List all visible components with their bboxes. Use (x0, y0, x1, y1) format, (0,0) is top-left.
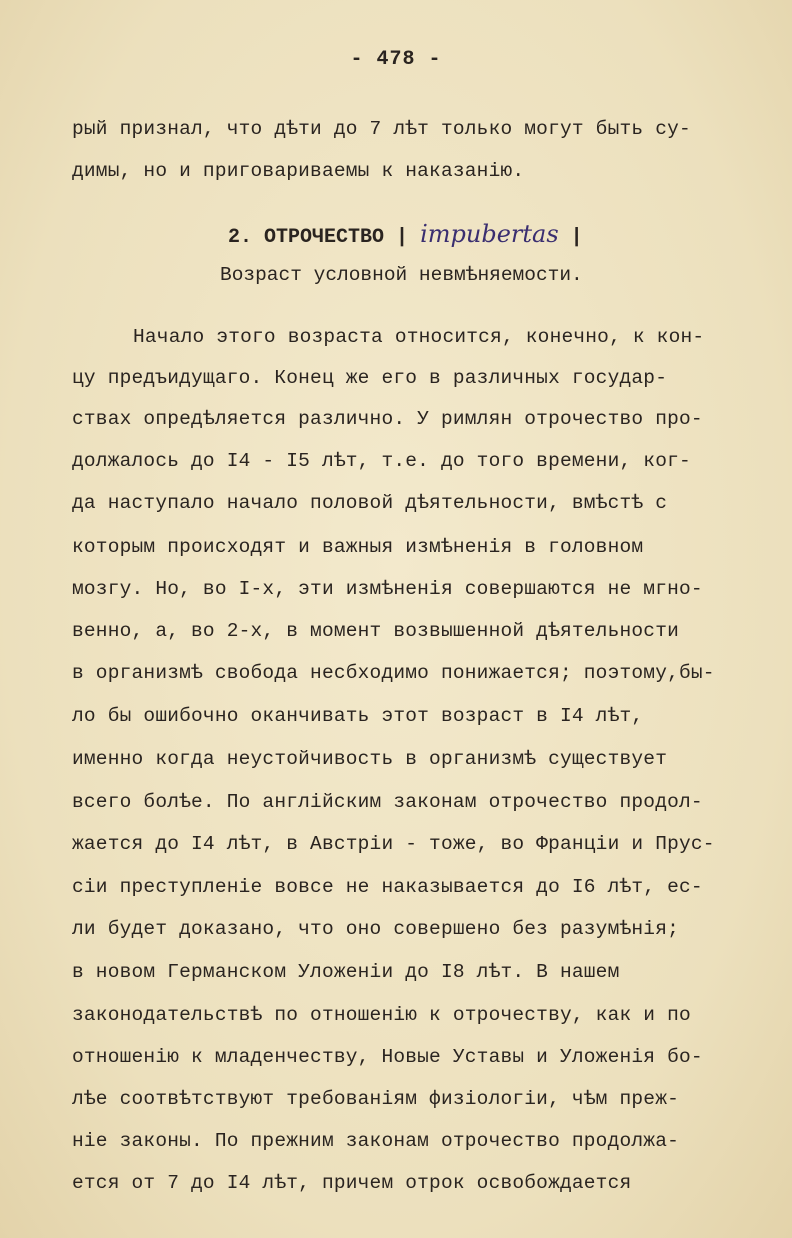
text-line: сіи преступленіе вовсе не наказывается до I6 лѣт, ес- (72, 876, 703, 898)
text-line: которым происходят и важныя измѣненія в головном (72, 536, 644, 558)
text-line: да наступало начало половой дѣятельности, вмѣстѣ с (72, 492, 668, 514)
text-line: законодательствѣ по отношенію к отрочеству, как и по (72, 1004, 691, 1026)
section-number: 2. (228, 226, 253, 249)
page-number: - 478 - (350, 48, 442, 71)
text-line: ли будет доказано, что оно совершено без разумѣнія; (72, 918, 679, 940)
text-line: всего болѣе. По англійским законам отрочество продол- (72, 791, 703, 813)
text-line: цу предъидущаго. Конец же его в различных государ- (72, 367, 668, 389)
text-line: должалось до I4 - I5 лѣт, т.е. до того времени, ког- (72, 450, 691, 472)
text-line: мозгу. Но, во I-х, эти измѣненія совершаются не мгно- (72, 578, 703, 600)
text-line: отношенію к младенчеству, Новые Уставы и Уложенія бо- (72, 1046, 703, 1068)
section-subtitle: Возраст условной невмѣняемости. (220, 264, 583, 286)
text-line: димы, но и приговариваемы к наказанію. (72, 160, 525, 182)
text-line: жается до I4 лѣт, в Австріи - тоже, во Франціи и Прус- (72, 833, 715, 855)
section-title-end: | (570, 226, 583, 249)
text-line: ется от 7 до I4 лѣт, причем отрок освобождается (72, 1172, 632, 1194)
handwritten-annotation: impubertas (420, 220, 559, 248)
text-line: венно, а, во 2-х, в момент возвышенной дѣятельности (72, 620, 679, 642)
text-line: лѣе соотвѣтствуют требованіям физіологіи, чѣм преж- (72, 1088, 679, 1110)
section-heading (228, 220, 583, 249)
section-title: ОТРОЧЕСТВО | (264, 226, 409, 249)
text-line: именно когда неустойчивость в организмѣ существует (72, 748, 668, 770)
text-line: ло бы ошибочно оканчивать этот возраст в I4 лѣт, (72, 705, 644, 727)
text-line: в новом Германском Уложеніи до I8 лѣт. В нашем (72, 961, 620, 983)
text-line: рый признал, что дѣти до 7 лѣт только могут быть су- (72, 118, 691, 140)
text-line: ствах опредѣляется различно. У римлян отрочество про- (72, 408, 703, 430)
text-line: ніе законы. По прежним законам отрочество продолжа- (72, 1130, 679, 1152)
text-line: Начало этого возраста относится, конечно, к кон- (133, 326, 705, 348)
text-line: в организмѣ свобода несбходимо понижается; поэтому,бы- (72, 662, 715, 684)
